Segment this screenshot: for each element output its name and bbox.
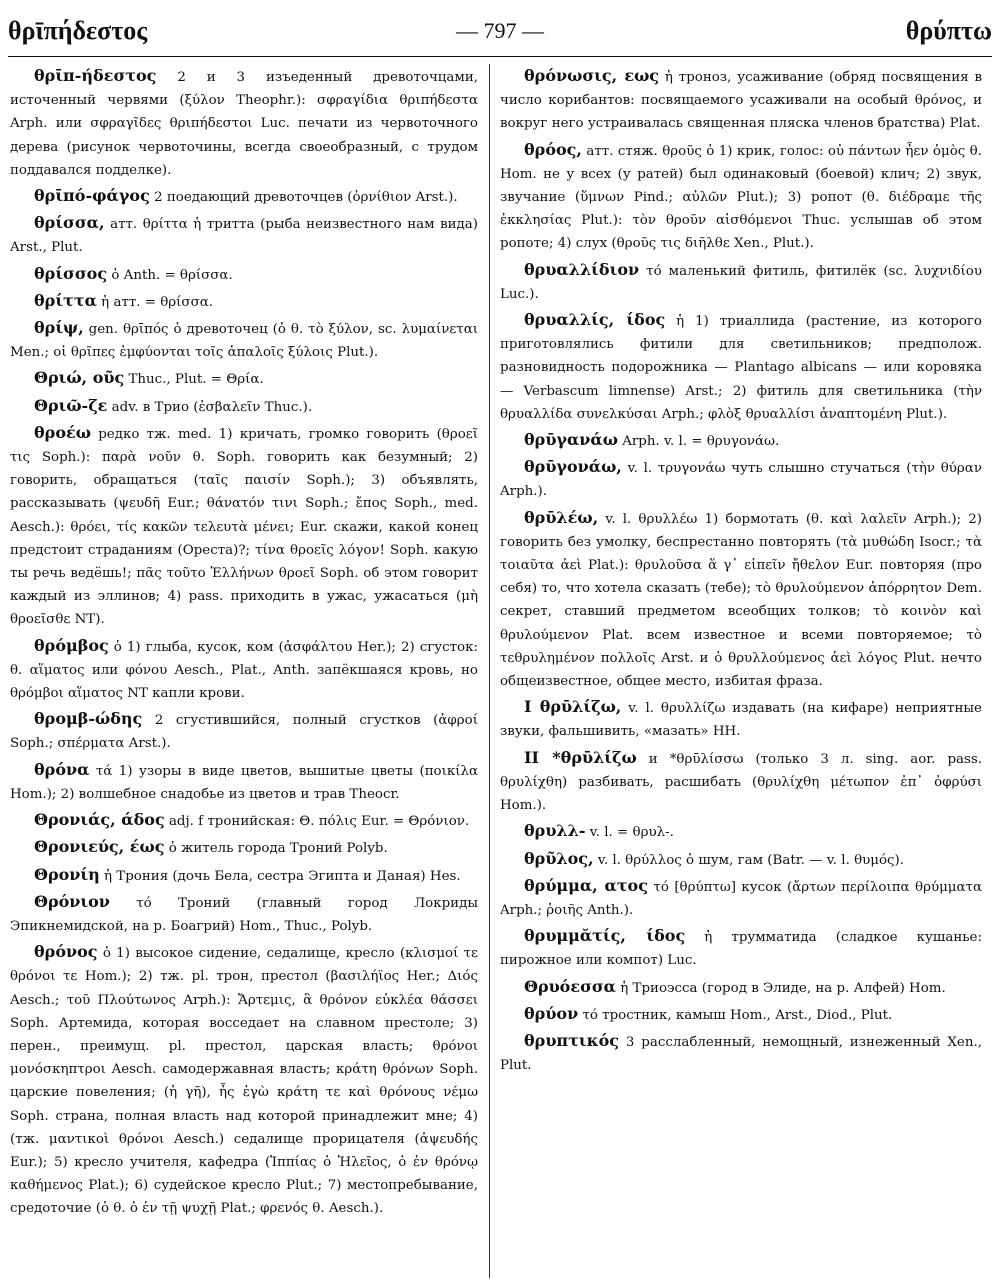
dictionary-entry [10,758,478,806]
left-column [10,64,478,1278]
dictionary-entry [10,835,478,860]
entry-text: v. l. τρυγονάω чуть слышно стучаться (τὴν θύραν Arph.). [500,461,982,500]
entry-headword: θρυαλλίς, ίδος [524,310,666,330]
dictionary-entry [10,940,478,1220]
entry-headword: θρύμμα, ατος [524,875,648,895]
dictionary-entry [10,289,478,314]
entry-headword: θρῡλέω, [524,507,599,527]
dictionary-entry [10,184,478,209]
entry-headword: θροέω [34,422,91,442]
entry-headword: θρυμμᾰτίς, ίδος [524,926,686,946]
dictionary-entry [500,847,982,872]
entry-headword: θρίττα [34,290,97,310]
dictionary-entry [500,819,982,844]
running-head-right: θρύπτω [905,16,992,45]
entry-headword: θρῡγανάω [524,430,618,450]
page-number: — 797 — [456,18,544,43]
dictionary-entry [500,308,982,426]
entry-text: gen. θρῑπός ὁ древоточец (ὁ θ. τὸ ξύλον, sc. λυμαίνεται Men.; οἱ θρῖπες ἐμφύονται τοῖς ἁπαλοῖς ξύλοις Plut.). [10,322,478,361]
entry-text: v. l. θρυλλέω 1) бормотать (θ. καὶ λαλεῖν Arph.); 2) говорить без умолку, беспрестанно повторять (τὰ μυθώδη Isocr.; τὰ τοιαῦτα ἀεὶ Plat.): θρυλοῦσα ἅ γ᾽ εἰπεῖν ἤθελον Eur. повторяя (про себя) то, что хотела сказать (тебе); τὸ θρυλούμενον ἀπόρρητον Dem. секрет, ставший предметом всеобщих толков; τὸ κοινὸν καὶ θρυλούμενον Plat. всем известное и всеми повторяемое; τὸ τεθρυλημένον πολλοῖς Arst. и ὁ θρυλλούμενος ἀεὶ λόγος Plut. нечто общеизвестное, общее место, избитая фраза. [500,511,982,690]
entry-text: ὁ 1) глыба, кусок, ком (ἀσφάλτου Her.); 2) сгусток: θ. αἵματος или φόνου Aesch., Plat., Anth. запёкшаяся кровь, но θρόμβοι αἵματος NT капли крови. [10,639,478,702]
entry-text: атт. θρίττα ἡ тритта (рыба неизвестного нам вида) Arst., Plut. [10,217,478,256]
entry-headword: θρῑπ-ήδεστος [34,66,157,85]
entry-text: adv. в Трио (ἐσβαλεῖν Thuc.). [111,399,313,415]
dictionary-entry [10,394,478,419]
entry-text: τό тростник, камыш Hom., Arst., Diod., Plut. [582,1007,893,1023]
entry-headword: Θρονίη [34,864,100,884]
entry-text: ἡ трумматида (сладкое кушанье: пирожное или компот) Luc. [500,930,982,969]
dictionary-entry [500,506,982,694]
entry-headword: θρύον [524,1003,579,1023]
entry-headword: θρῦλος, [524,848,594,868]
entry-headword: θρόμβος [34,635,109,655]
dictionary-entry [500,1029,982,1077]
right-column [500,64,982,1278]
entry-text: v. l. = θρυλ-. [589,825,674,841]
dictionary-entry [10,890,478,938]
entry-text: ὁ Anth. = θρίσσα. [111,267,233,283]
dictionary-entry [500,138,982,256]
entry-headword: θρόνα [34,759,90,779]
entry-headword: θρυλλ- [524,821,586,841]
entry-headword: θρόος, [524,139,582,159]
header-rule [8,56,992,57]
entry-text: 2 и 3 изъеденный древоточцами, источенный червями (ξύλον Theophr.): σφραγίδια θριπήδεστα Arph. или σφραγῖδες θριπήδεστοι Luc. печати из червоточного дерева (рисунок червоточины, всегда своеобразный, с трудом поддавался подделке). [10,70,478,178]
dictionary-entry [10,707,478,755]
dictionary-entry [10,808,478,833]
entry-headword: II *θρῡλίζω [524,747,637,767]
entry-text: τό маленький фитиль, фитилёк (sc. λυχνιδίου Luc.). [500,263,982,302]
dictionary-entry [10,262,478,287]
dictionary-entry [10,64,478,182]
running-head-left: θρῑπήδεστος [8,16,148,45]
page-header [8,12,992,52]
entry-headword: I θρῡλίζω, [524,697,622,717]
entry-text: ἡ атт. = θρίσσα. [101,294,214,310]
entry-text: τό Троний (главный город Локриды Эпикнемидской, на р. Боагрий) Hom., Thuc., Polyb. [10,895,478,934]
entry-text: ἡ 1) триаллида (растение, из которого приготовлялись фитили для светильников; предполож. разновидность подорожника — Plantago albicans — или коровяка — Verbascum limnense) Arst.; 2) фитиль для светильника (τὴν θρυαλλίδα συνελκύσαι Arph.; φλὸξ θρυαλλίσι ἀναπτομένη Plut.). [500,314,982,422]
entry-text: 2 поедающий древоточцев (ὀρνίθιον Arst.). [154,190,458,206]
entry-headword: Θρονιεύς, έως [34,837,165,857]
entry-headword: θρομβ-ώδης [34,709,143,729]
dictionary-entry [500,924,982,972]
entry-text: ἡ Триоэсса (город в Элиде, на р. Алфей) Hom. [620,980,946,996]
entry-headword: θρόνωσις, εως [524,66,660,85]
dictionary-entry [500,695,982,743]
dictionary-entry [500,64,982,136]
entry-text: Arph. v. l. = θρυγονάω. [622,434,780,450]
dictionary-entry [10,421,478,632]
entry-text: v. l. θρυλλίζω издавать (на кифаре) неприятные звуки, фальшивить, «мазать» HH. [500,701,982,740]
dictionary-entry [10,316,478,364]
entry-text: и *θρῡλίσσω (только 3 л. sing. aor. pass. θρυλίχθη) разбивать, расшибать (θρυλίχθη μέτωπον ἐπ᾽ ὀφρύσι Hom.). [500,751,982,814]
entry-headword: Θρονιάς, άδος [34,810,165,830]
entry-text: ὁ 1) высокое сидение, седалище, кресло (κλισμοί τε θρόνοι τε Hom.); 2) тж. pl. трон, престол (βασιλήϊος Her.; Διός Aesch.; τοῦ Πλούτωνος Arph.): Ἄρτεμις, ἃ θρόνον εὐκλέα θάσσει Soph. Артемида, которая восседает на славном престоле; 3) перен., преимущ. pl. престол, царская власть; θρόνοι μονόσκηπτροι Aesch. самодержавная власть; κράτη θρόνων Soph. царские повеления; (ἡ γῆ), ἧς ἐγὼ κράτη τε καὶ θρόνους νέμω Soph. страна, полная власть над которой принадлежит мне; 4) (тж. μαντικοὶ θρόνοι Aesch.) седалище прорицателя (ἀψευδής Eur.); 5) кресло учителя, кафедра (Ἱππίας ὁ Ἠλεῖος, ὁ ἐν θρόνῳ καθήμενος Plat.); 6) судейское кресло Plut.; 7) местопребывание, средоточие (ὁ θ. ὁ ἐν τῇ ψυχῇ Plat.; φρενός θ. Aesch.). [10,946,478,1217]
entry-headword: Θριώ, οῦς [34,368,125,388]
entry-text: ὁ житель города Троний Polyb. [168,841,388,857]
entry-headword: θρῑπό-φάγος [34,186,150,206]
entry-text: τά 1) узоры в виде цветов, вышитые цветы (ποικίλα Hom.); 2) волшебное снадобье из цветов и трав Theocr. [10,763,478,802]
entry-text: 3 расслабленный, немощный, изнеженный Xen., Plut. [500,1034,982,1074]
entry-headword: θρῡγονάω, [524,457,622,477]
entry-headword: θρυπτικός [524,1030,620,1050]
dictionary-entry [500,455,982,503]
dictionary-entry [500,746,982,818]
entry-headword: Θρόνιον [34,891,110,911]
entry-text: 2 сгустившийся, полный сгустков (ἀφροί Soph.; σπέρματα Arst.). [10,713,478,752]
dictionary-entry [10,634,478,706]
column-rule [489,64,490,1278]
entry-headword: θρίσσος [34,263,108,283]
dictionary-entry [500,258,982,306]
entry-headword: θρίσσα, [34,213,105,233]
entry-headword: Θρυόεσσα [524,976,616,996]
dictionary-entry [10,366,478,391]
entry-headword: θρόνος [34,942,98,962]
entry-headword: θρίψ, [34,318,84,338]
entry-text: ἡ троноз, усаживание (обряд посвящения в число корибантов: посвящаемого усаживали на особый θρόνος, и вокруг него устраивалась священная пляска членов братства) Plat. [500,70,982,132]
dictionary-entry [500,874,982,922]
entry-headword: θρυαλλίδιον [524,259,640,279]
dictionary-entry [10,211,478,259]
entry-text: τό [θρύπτω] кусок (ἄρτων περίλοιπα θρύμματα Arph.; ῥοιῆς Anth.). [500,879,982,918]
entry-text: adj. f тронийская: Θ. πόλις Eur. = Θρόνιον. [168,814,470,830]
dictionary-entry [500,428,982,453]
entry-text: v. l. θρύλλος ὁ шум, гам (Batr. — v. l. θυμός). [597,852,905,868]
entry-text: ἡ Трония (дочь Бела, сестра Эгипта и Даная) Hes. [104,868,461,884]
dictionary-entry [10,863,478,888]
entry-text: редко тж. med. 1) кричать, громко говорить (θροεῖ τις Soph.): παρὰ νοῦν θ. Soph. говорить как безумный; 2) говорить, обращаться (ταῖς παισίν Soph.); 3) объявлять, рассказывать (ψευδῆ Eur.; θάνατόν τινι Soph.; ἔπος Soph., med. Aesch.): θρόει, τίς κακῶν τελευτὰ μένει; Eur. скажи, какой конец предстоит страданиям (Ореста)?; τίνα θροεῖς λόγον! Soph. какую ты речь ведёшь!; πᾶς τοῦτο Ἑλλήνων θροεῖ Soph. об этом говорит каждый из эллинов; 4) pass. приходить в ужас, ужасаться (μὴ θροεῖσθε NT). [10,426,478,628]
entry-text: Thuc., Plut. = Θρία. [128,372,264,388]
entry-headword: Θριῶ-ζε [34,395,108,415]
dictionary-entry [500,1002,982,1027]
entry-text: атт. стяж. θροῦς ὁ 1) крик, голос: οὐ πάντων ἦεν ὁμὸς θ. Hom. не у всех (у ратей) был одинаковый (боевой) клич; 2) звук, звучание (ὕμνων Pind.; αὐλῶν Plut.); 3) ропот (θ. διέδραμε τῆς ἐκκλησίας Plut.): τὸν θροῦν αἰσθόμενοι Thuc. услышав об этом ропоте; 4) слух (θροῦς τις διῆλθε Xen., Plut.). [500,143,982,252]
dictionary-entry [500,975,982,1000]
